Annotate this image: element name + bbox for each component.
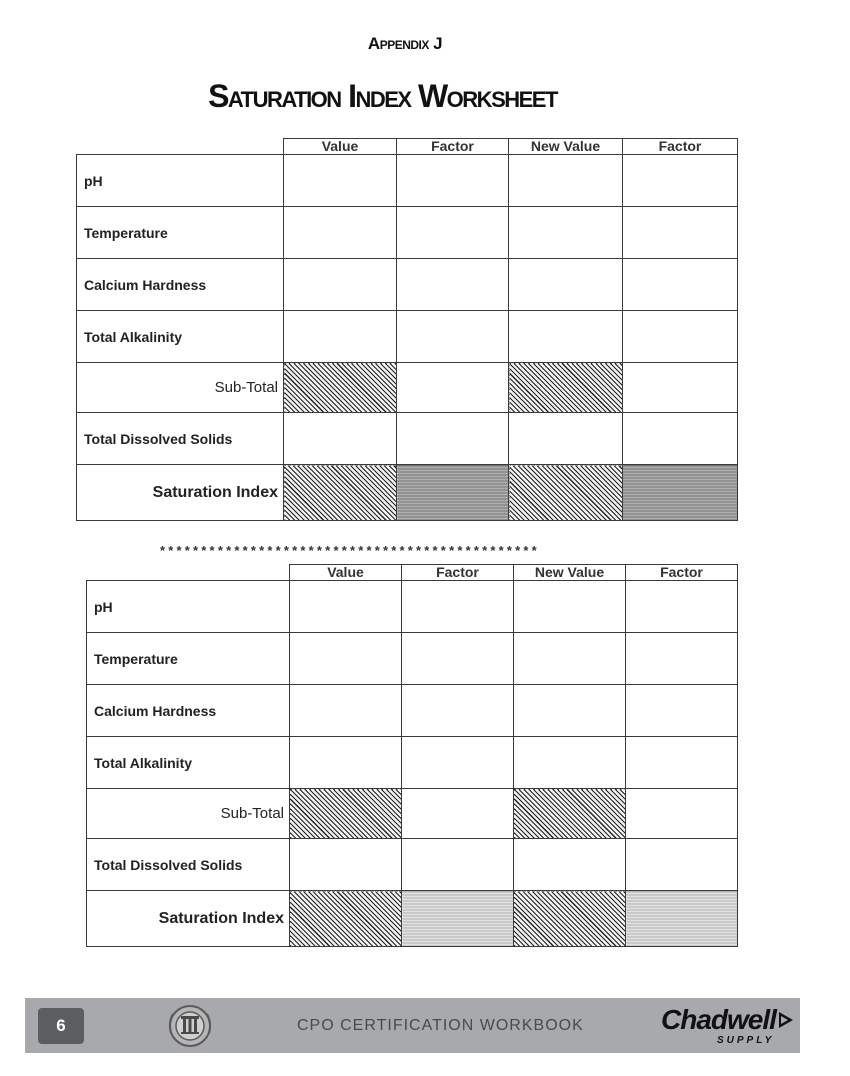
- table-row-total-dissolved-solids: [87, 839, 738, 891]
- association-seal-icon: [165, 1003, 215, 1049]
- alkalinity-value-cell[interactable]: [290, 737, 402, 789]
- ph-factor-cell[interactable]: [402, 581, 514, 633]
- sub-total-factor-cell[interactable]: [397, 363, 509, 413]
- sub-total-new-factor-cell[interactable]: [626, 789, 738, 839]
- calcium-new-value-cell[interactable]: [514, 685, 626, 737]
- alkalinity-new-value-cell[interactable]: [514, 737, 626, 789]
- sub-total-factor-cell[interactable]: [402, 789, 514, 839]
- header-corner: [87, 565, 290, 581]
- tds-factor-cell[interactable]: [397, 413, 509, 465]
- page-title: Saturation Index Worksheet: [208, 78, 557, 114]
- alkalinity-value-cell[interactable]: [284, 311, 397, 363]
- temperature-new-factor-cell[interactable]: [623, 207, 738, 259]
- table-row-sub-total: [87, 789, 738, 839]
- page-number: 6: [38, 1008, 84, 1044]
- alkalinity-new-factor-cell[interactable]: [626, 737, 738, 789]
- appendix-heading: Appendix J: [367, 34, 443, 53]
- tds-value-cell[interactable]: [290, 839, 402, 891]
- row-label-total-alkalinity: Total Alkalinity: [87, 737, 290, 789]
- saturation-new-value-shaded: [514, 891, 626, 947]
- calcium-factor-cell[interactable]: [402, 685, 514, 737]
- column-header-factor-2: Factor: [626, 565, 738, 581]
- temperature-value-cell[interactable]: [290, 633, 402, 685]
- table-row-temperature: [77, 207, 738, 259]
- table-row-saturation-index: [77, 465, 738, 521]
- row-label-calcium-hardness: Calcium Hardness: [87, 685, 290, 737]
- row-label-total-alkalinity: Total Alkalinity: [77, 311, 284, 363]
- tds-new-factor-cell[interactable]: [626, 839, 738, 891]
- separator-asterisks: **********************************************: [160, 543, 540, 558]
- column-header-factor: Factor: [397, 139, 509, 155]
- table-row-saturation-index: [87, 891, 738, 947]
- ph-value-cell[interactable]: [290, 581, 402, 633]
- saturation-new-factor-stippled: [623, 465, 738, 521]
- column-header-value: Value: [290, 565, 402, 581]
- tds-new-value-cell[interactable]: [509, 413, 623, 465]
- table-row-calcium-hardness: [77, 259, 738, 311]
- table-row-calcium-hardness: [87, 685, 738, 737]
- worksheet-table-1: [76, 138, 738, 521]
- saturation-new-factor-stippled: [626, 891, 738, 947]
- table-row-total-alkalinity: [87, 737, 738, 789]
- header-row: [87, 565, 738, 581]
- table-row-total-dissolved-solids: [77, 413, 738, 465]
- alkalinity-new-value-cell[interactable]: [509, 311, 623, 363]
- row-label-total-dissolved-solids: Total Dissolved Solids: [87, 839, 290, 891]
- ph-new-value-cell[interactable]: [514, 581, 626, 633]
- sub-total-new-factor-cell[interactable]: [623, 363, 738, 413]
- brand-name: Chadwell: [661, 1004, 776, 1035]
- brand-subtitle: SUPPLY: [717, 1035, 775, 1046]
- temperature-new-value-cell[interactable]: [514, 633, 626, 685]
- row-label-temperature: Temperature: [77, 207, 284, 259]
- column-header-factor: Factor: [402, 565, 514, 581]
- saturation-value-shaded: [290, 891, 402, 947]
- page-footer: [25, 998, 800, 1053]
- tds-new-factor-cell[interactable]: [623, 413, 738, 465]
- row-label-total-dissolved-solids: Total Dissolved Solids: [77, 413, 284, 465]
- temperature-factor-cell[interactable]: [397, 207, 509, 259]
- table-row-temperature: [87, 633, 738, 685]
- chadwell-supply-logo: [661, 1004, 791, 1050]
- tds-new-value-cell[interactable]: [514, 839, 626, 891]
- tds-value-cell[interactable]: [284, 413, 397, 465]
- arrow-icon: [779, 1012, 793, 1028]
- column-header-new-value: New Value: [514, 565, 626, 581]
- saturation-new-value-shaded: [509, 465, 623, 521]
- sub-total-value-shaded: [290, 789, 402, 839]
- row-label-sub-total: Sub-Total: [87, 789, 290, 839]
- row-label-saturation-index: Saturation Index: [77, 465, 284, 521]
- sub-total-value-shaded: [284, 363, 397, 413]
- row-label-saturation-index: Saturation Index: [87, 891, 290, 947]
- saturation-factor-stippled: [402, 891, 514, 947]
- saturation-factor-stippled: [397, 465, 509, 521]
- table-row-ph: [77, 155, 738, 207]
- column-header-factor-2: Factor: [623, 139, 738, 155]
- ph-value-cell[interactable]: [284, 155, 397, 207]
- ph-factor-cell[interactable]: [397, 155, 509, 207]
- calcium-factor-cell[interactable]: [397, 259, 509, 311]
- calcium-new-factor-cell[interactable]: [623, 259, 738, 311]
- workbook-title: CPO CERTIFICATION WORKBOOK: [297, 1017, 584, 1034]
- temperature-new-factor-cell[interactable]: [626, 633, 738, 685]
- row-label-sub-total: Sub-Total: [77, 363, 284, 413]
- row-label-ph: pH: [77, 155, 284, 207]
- row-label-calcium-hardness: Calcium Hardness: [77, 259, 284, 311]
- worksheet-table-2: [86, 564, 738, 947]
- temperature-factor-cell[interactable]: [402, 633, 514, 685]
- temperature-value-cell[interactable]: [284, 207, 397, 259]
- ph-new-value-cell[interactable]: [509, 155, 623, 207]
- calcium-value-cell[interactable]: [284, 259, 397, 311]
- row-label-ph: pH: [87, 581, 290, 633]
- table-row-sub-total: [77, 363, 738, 413]
- ph-new-factor-cell[interactable]: [626, 581, 738, 633]
- calcium-new-factor-cell[interactable]: [626, 685, 738, 737]
- row-label-temperature: Temperature: [87, 633, 290, 685]
- column-header-new-value: New Value: [509, 139, 623, 155]
- header-corner: [77, 139, 284, 155]
- ph-new-factor-cell[interactable]: [623, 155, 738, 207]
- calcium-new-value-cell[interactable]: [509, 259, 623, 311]
- saturation-value-shaded: [284, 465, 397, 521]
- temperature-new-value-cell[interactable]: [509, 207, 623, 259]
- table-row-ph: [87, 581, 738, 633]
- table-row-total-alkalinity: [77, 311, 738, 363]
- calcium-value-cell[interactable]: [290, 685, 402, 737]
- tds-factor-cell[interactable]: [402, 839, 514, 891]
- alkalinity-factor-cell[interactable]: [397, 311, 509, 363]
- header-row: [77, 139, 738, 155]
- alkalinity-new-factor-cell[interactable]: [623, 311, 738, 363]
- alkalinity-factor-cell[interactable]: [402, 737, 514, 789]
- column-header-value: Value: [284, 139, 397, 155]
- sub-total-new-value-shaded: [514, 789, 626, 839]
- sub-total-new-value-shaded: [509, 363, 623, 413]
